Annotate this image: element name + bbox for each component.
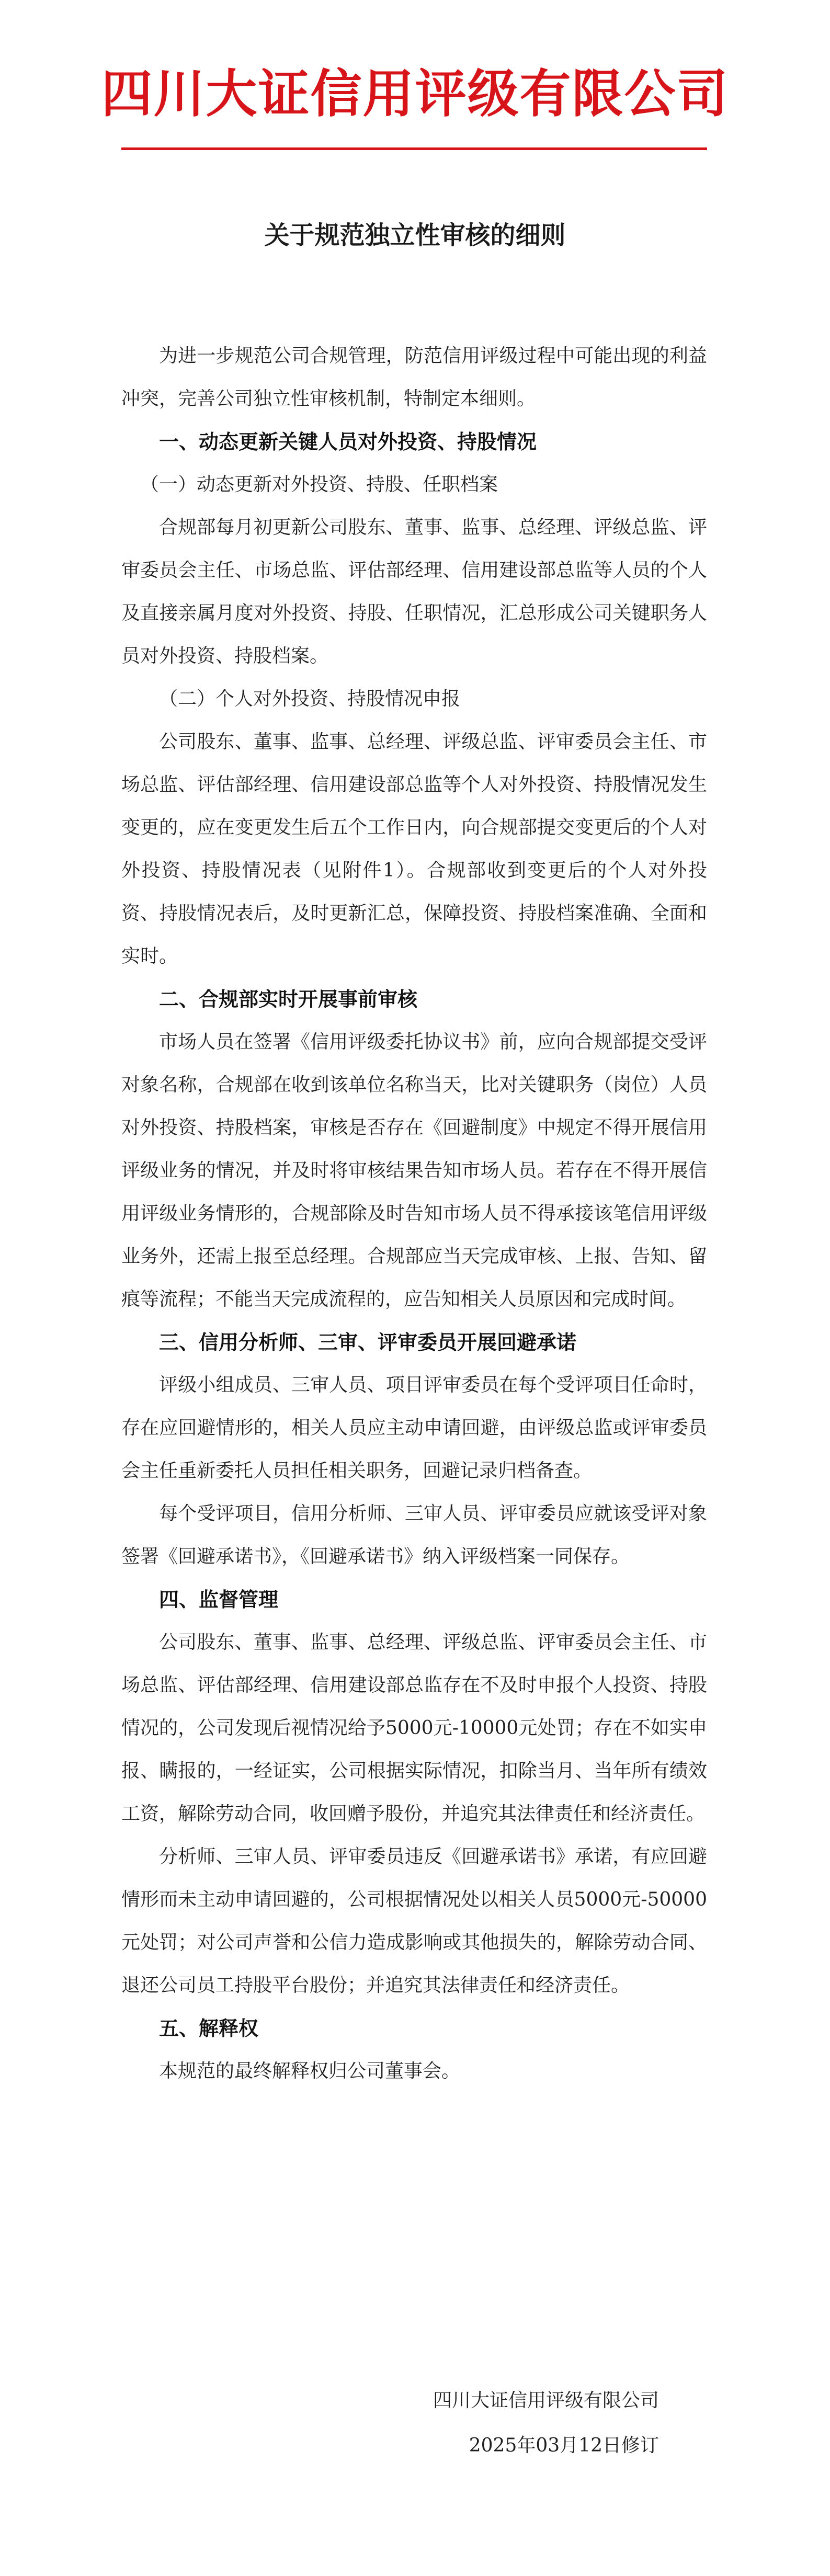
section4-paragraph-1: 公司股东、董事、监事、总经理、评级总监、评审委员会主任、市场总监、评估部经理、信用建设部总监存在不及时申报个人投资、持股情况的，公司发现后视情况给予5000元-10000元处罚；存在不如实申报、瞒报的，一经证实，公司根据实际情况，扣除当月、当年所有绩效工资，解除劳动合同，收回赠予股份，并追究其法律责任和经济责任。 [121, 1632, 707, 1825]
signature-block [0, 2378, 659, 2468]
signature-date: 2025年03月12日修订 [469, 2435, 659, 2456]
section3-paragraph-2: 每个受评项目，信用分析师、三审人员、评审委员应就该受评对象签署《回避承诺书》，《回避承诺书》纳入评级档案一同保存。 [121, 1503, 707, 1567]
section2-paragraph: 市场人员在签署《信用评级委托协议书》前，应向合规部提交受评对象名称，合规部在收到该单位名称当天，比对关键职务（岗位）人员对外投资、持股档案，审核是否存在《回避制度》中规定不得开展信用评级业务的情况，并及时将审核结果告知市场人员。若存在不得开展信用评级业务情形的，合规部除及时告知市场人员不得承接该笔信用评级业务外，还需上报至总经理。合规部应当天完成审核、上报、告知、留痕等流程；不能当天完成流程的，应告知相关人员原因和完成时间。 [121, 1031, 707, 1310]
section5-heading: 五、解释权 [159, 2017, 259, 2040]
section1-heading: 一、动态更新关键人员对外投资、持股情况 [159, 430, 537, 453]
section1-sub2-paragraph: 公司股东、董事、监事、总经理、评级总监、评审委员会主任、市场总监、评估部经理、信用建设部总监等个人对外投资、持股情况发生变更的，应在变更发生后五个工作日内，向合规部提交变更后的个人对外投资、持股情况表（见附件1）。合规部收到变更后的个人对外投资、持股情况表后，及时更新汇总，保障投资、持股档案准确、全面和实时。 [121, 731, 707, 967]
intro-paragraph: 为进一步规范公司合规管理，防范信用评级过程中可能出现的利益冲突，完善公司独立性审核机制，特制定本细则。 [121, 345, 707, 409]
section4-heading: 四、监督管理 [159, 1588, 279, 1611]
section3-paragraph-1: 评级小组成员、三审人员、项目评审委员在每个受评项目任命时，存在应回避情形的，相关人员应主动申请回避，由评级总监或评审委员会主任重新委托人员担任相关职务，回避记录归档备查。 [121, 1374, 707, 1481]
section1-sub1-heading: （一）动态更新对外投资、持股、任职档案 [140, 474, 498, 495]
document-title: 关于规范独立性审核的细则 [264, 221, 566, 250]
section4-paragraph-2: 分析师、三审人员、评审委员违反《回避承诺书》承诺，有应回避情形而未主动申请回避的，公司根据情况处以相关人员5000元-50000元处罚；对公司声誉和公信力造成影响或其他损失的，解除劳动合同、退还公司员工持股平台股份；并追究其法律责任和经济责任。 [121, 1846, 707, 1996]
document-body [121, 335, 707, 2093]
letterhead-red-rule [121, 147, 707, 150]
section3-heading: 三、信用分析师、三审、评审委员开展回避承诺 [159, 1331, 577, 1354]
letterhead-company-name: 四川大证信用评级有限公司 [101, 64, 729, 124]
section2-heading: 二、合规部实时开展事前审核 [159, 988, 418, 1011]
section5-paragraph: 本规范的最终解释权归公司董事会。 [159, 2060, 461, 2082]
signature-company: 四川大证信用评级有限公司 [433, 2390, 659, 2411]
section1-sub1-paragraph: 合规部每月初更新公司股东、董事、监事、总经理、评级总监、评审委员会主任、市场总监、评估部经理、信用建设部总监等人员的个人及直接亲属月度对外投资、持股、任职情况，汇总形成公司关键职务人员对外投资、持股档案。 [121, 517, 707, 667]
section1-sub2-heading: （二）个人对外投资、持股情况申报 [159, 688, 461, 710]
